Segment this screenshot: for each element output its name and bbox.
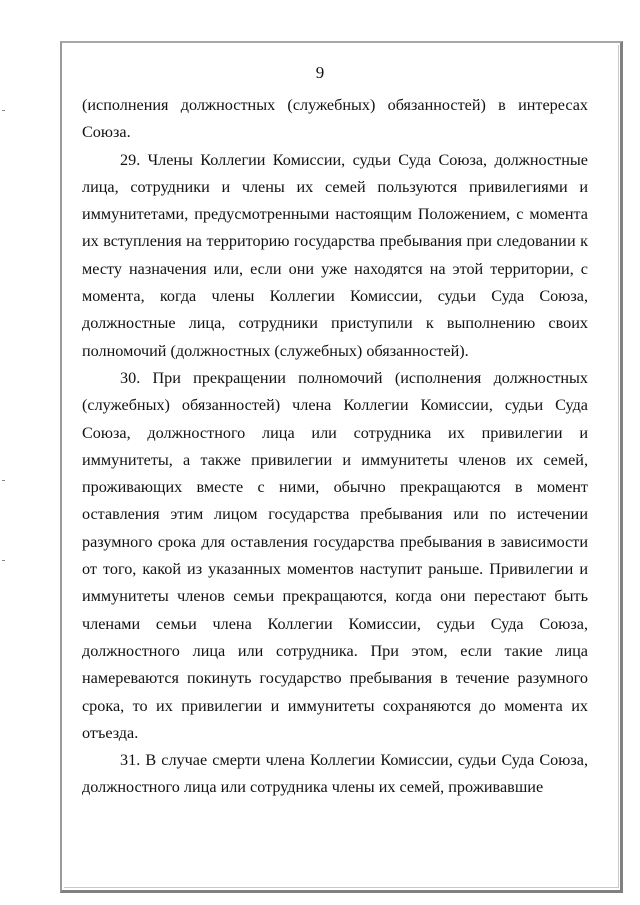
page-number: 9 [315,63,325,82]
paragraph-31: 31. В случае смерти члена Коллегии Комиссии, судьи Суда Союза, должностного лица или сотрудника члены их семей, проживавшие [82,751,588,797]
margin-mark [2,480,5,481]
margin-mark [2,560,5,561]
document-body [82,92,588,802]
margin-mark [2,110,5,111]
paragraph-30: 30. При прекращении полномочий (исполнения должностных (служебных) обязанностей) члена Коллегии Комиссии, судьи Суда Союза, должностного лица или сотрудника их привилегии и иммунитеты, а также привилегии и иммунитеты членов их семей, проживающих вместе с ними, обычно прекращаются в момент оставления этим лицом государства пребывания или по истечении разумного срока для оставления государства пребывания в зависимости от того, какой из указанных моментов наступит раньше. Привилегии и иммунитеты членов семьи прекращаются, когда они перестают быть членами семьи члена Коллегии Комиссии, судьи Суда Союза, должностного лица или сотрудника. При этом, если такие лица намереваются покинуть государство пребывания в течение разумного срока, то их привилегии и иммунитеты сохраняются до момента их отъезда. [82,368,588,742]
paragraph-29: 29. Члены Коллегии Комиссии, судьи Суда Союза, должностные лица, сотрудники и члены их семей пользуются привилегиями и иммунитетами, предусмотренными настоящим Положением, с момента их вступления на территорию государства пребывания при следовании к месту назначения или, если они уже находятся на этой территории, с момента, когда члены Коллегии Комиссии, судьи Суда Союза, должностные лица, сотрудники приступили к выполнению своих полномочий (должностных (служебных) обязанностей). [82,150,588,360]
paragraph-continuation: (исполнения должностных (служебных) обязанностей) в интересах Союза. [82,96,588,142]
